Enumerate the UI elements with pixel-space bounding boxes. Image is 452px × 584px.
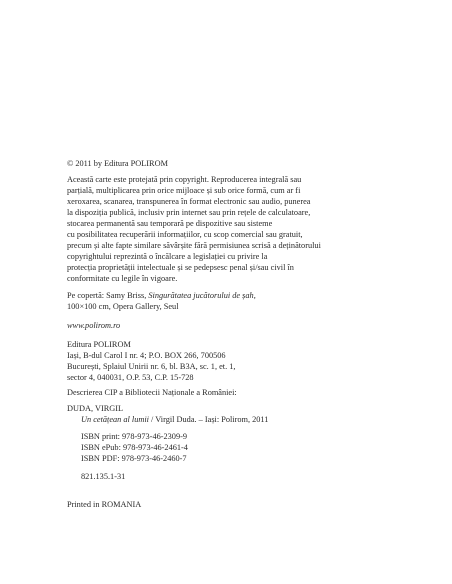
address-line: Editura POLIROM (67, 340, 131, 349)
notice-line: Această carte este protejată prin copyright. Reproducerea integrală sau (67, 175, 302, 184)
notice-line: stocarea permanentă sau temporară pe dispozitive sau sisteme (67, 219, 273, 228)
painting-title: Singurătatea jucătorului de șah (148, 291, 254, 300)
udc-code: 821.135.1-31 (81, 472, 126, 481)
notice-line: precum și alte fapte similare săvârșite fără permisiunea scrisă a deținătorului (67, 241, 321, 250)
cover-credit-prefix: Pe copertă: Samy Briss, (67, 291, 149, 300)
notice-line: cu posibilitatea recuperării informațiilor, cu scop comercial sau gratuit, (67, 230, 303, 239)
notice-line: la dispoziția publică, inclusiv prin internet sau prin rețele de calculatoare, (67, 208, 311, 217)
isbn-pdf: ISBN PDF: 978-973-46-2460-7 (81, 454, 187, 463)
publisher-address (67, 339, 387, 383)
address-line: București, Splaiul Unirii nr. 6, bl. B3A, sc. 1, et. 1, (67, 362, 236, 371)
notice-line: conformitate cu legile în vigoare. (67, 274, 178, 283)
copyright-notice (67, 174, 387, 284)
cover-credit-details: 100×100 cm, Opera Gallery, Seul (67, 302, 179, 311)
copyright-line: © 2011 by Editura POLIROM (67, 159, 168, 168)
address-line: sector 4, 040031, O.P. 53, C.P. 15-728 (67, 373, 194, 382)
notice-line: protecția proprietății intelectuale și se pedepsesc penal și/sau civil în (67, 263, 294, 272)
book-title: Un cetățean al lumii (81, 415, 149, 424)
notice-line: copyrightului reprezintă o încălcare a legislației cu privire la (67, 252, 268, 261)
printed-in: Printed in ROMANIA (67, 500, 142, 509)
cover-credit (67, 290, 387, 312)
isbn-list (67, 431, 387, 464)
cover-credit-line (67, 290, 387, 301)
notice-line: parțială, multiplicarea prin orice mijloace și sub orice formă, cum ar fi (67, 186, 301, 195)
isbn-print: ISBN print: 978-973-46-2309-9 (81, 432, 188, 441)
isbn-epub: ISBN ePub: 978-973-46-2461-4 (81, 443, 188, 452)
copyright-page (67, 158, 387, 510)
cip-book-entry (67, 414, 387, 425)
cip-author: DUDA, VIRGIL (67, 404, 124, 413)
address-line: Iași, B-dul Carol I nr. 4; P.O. BOX 266, 700506 (67, 351, 226, 360)
publisher-website: www.polirom.ro (67, 321, 121, 330)
cover-credit-suffix: , (253, 291, 256, 300)
book-details: / Virgil Duda. – Iași: Polirom, 2011 (148, 415, 269, 424)
notice-line: xeroxarea, scanarea, transpunerea în format electronic sau audio, punerea (67, 197, 311, 206)
cip-heading: Descrierea CIP a Bibliotecii Naționale a României: (67, 388, 237, 397)
